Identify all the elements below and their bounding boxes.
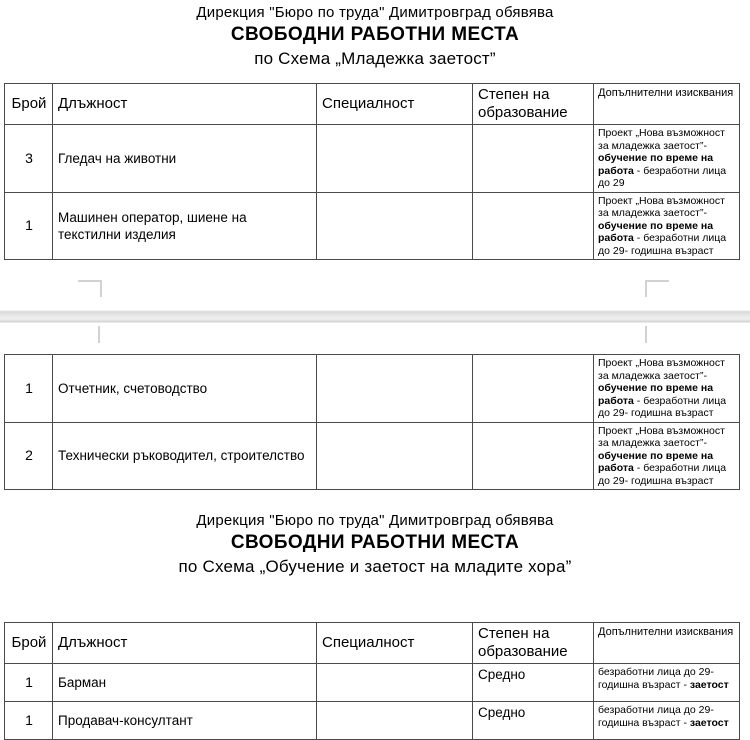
req-text-part: безработни лица до 29- [598,232,727,257]
req-text-part: годишна възраст - [598,678,690,691]
req-text-part: безработни лица до 29- [598,666,714,678]
value-requirements [594,355,739,422]
margin-corner-mark-top-left [78,280,102,297]
req-text-bold: по време на работа [598,382,714,407]
req-text-bold: по време на работа [598,219,714,244]
req-text-bold: заетост [689,678,729,691]
cell-education [473,355,594,423]
value-specialty [317,454,472,458]
cell-specialty [317,355,473,423]
header-label-education-line1: Степен на [478,625,550,642]
heading-1-line-1: Дирекция "Бюро по труда" Димитровград обявява [196,4,554,21]
cell-specialty [317,664,473,702]
table-row [5,422,740,490]
value-education [473,224,593,228]
header-label-count: Брой [11,634,47,651]
heading-1-line-3: по Схема „Младежка заетост” [254,49,496,68]
table-row [5,355,740,423]
req-text-part: Проект „Нова възможност за [598,357,725,382]
margin-corner-mark-bottom-right [645,326,647,343]
value-requirements [594,702,739,731]
header-label-specialty: Специалност [322,634,415,651]
value-count: 1 [25,217,33,234]
value-education [473,454,593,458]
margin-corner-mark-bottom-left [98,326,100,343]
vacancies-table-2 [4,354,740,490]
header-cell-position [53,84,317,125]
cell-count [5,422,53,490]
cell-position [53,125,317,193]
req-text-bold: обучение [598,152,648,164]
header-cell-requirements [594,623,740,664]
req-text-part: безработни лица до 29- [598,394,727,419]
req-text-part: Проект „Нова възможност за [598,127,725,152]
cell-specialty [317,192,473,260]
req-text-part: Проект „Нова възможност за [598,424,725,449]
cell-requirements [594,125,740,193]
value-education [473,386,593,390]
cell-count [5,702,53,740]
page-gap-band [0,310,750,323]
req-text-bold: по време на работа [598,152,714,177]
value-count: 1 [25,379,33,396]
header-cell-count [5,623,53,664]
header-label-education-line2: образование [478,104,568,121]
heading-1-line-2: СВОБОДНИ РАБОТНИ МЕСТА [230,24,520,45]
value-specialty [317,224,472,228]
cell-position [53,355,317,423]
value-position: Отчетник, счетоводство [58,380,208,396]
cell-position [53,664,317,702]
header-cell-requirements [594,84,740,125]
header-cell-count [5,84,53,125]
req-text-part: Проект „Нова възможност за [598,194,725,219]
header-label-position: Длъжност [58,634,128,651]
value-position: Барман [58,675,107,690]
table-row [5,192,740,260]
cell-requirements [594,702,740,740]
header-label-education-line1: Степен на [478,86,550,103]
vacancies-table-3 [4,622,740,740]
header-label-position: Длъжност [58,95,128,112]
value-specialty [317,386,472,390]
cell-education [473,422,594,490]
cell-requirements [594,422,740,490]
header-cell-specialty [317,623,473,664]
req-text-part: годишна възраст [630,407,714,419]
cell-specialty [317,422,473,490]
cell-requirements [594,355,740,423]
header-label-specialty: Специалност [322,95,415,112]
table-row [5,702,740,740]
value-count: 1 [25,674,33,690]
margin-corner-mark-top-right [645,280,669,297]
cell-requirements [594,664,740,702]
value-position: Машинен оператор, шиене на текстилни изделия [58,209,247,242]
req-text-part: безработни лица до 29- [598,462,727,487]
header-label-requirements: Допълнителни изисквания [598,626,734,638]
value-education [473,156,593,160]
value-specialty [317,156,472,160]
table-header-row [5,84,740,125]
value-position: Продавач-консултант [58,713,193,728]
value-count: 3 [25,149,33,166]
header-cell-specialty [317,84,473,125]
cell-education [473,664,594,702]
cell-specialty [317,125,473,193]
cell-education [473,125,594,193]
value-position: Технически ръководител, строителство [58,448,305,464]
heading-2-line-3: по Схема „Обучение и заетост на младите хора” [178,557,572,576]
table-row [5,664,740,702]
req-text-part: годишна възраст [630,244,714,257]
table-row [5,125,740,193]
cell-position [53,192,317,260]
cell-position [53,422,317,490]
header-cell-position [53,623,317,664]
req-text-part: младежка заетост”- [611,207,707,219]
req-text-bold: заетост [689,716,729,729]
cell-education [473,192,594,260]
table-header-row [5,623,740,664]
value-count: 1 [25,712,33,728]
heading-block-1 [0,0,750,70]
req-text-part: годишна възраст [630,474,714,487]
page-break-separator [0,260,750,360]
req-text-part: младежка заетост”- [611,139,707,152]
req-text-part: младежка заетост”- [611,437,707,449]
req-text-part: - [633,462,641,474]
cell-count [5,355,53,423]
value-education: Средно [478,705,526,720]
req-text-part: младежка заетост”- [611,369,707,382]
cell-count [5,192,53,260]
value-requirements [594,423,739,490]
heading-2-line-2: СВОБОДНИ РАБОТНИ МЕСТА [230,532,520,553]
value-specialty [317,719,472,723]
req-text-part: - [633,232,641,244]
req-text-bold: обучение [598,382,648,394]
value-education: Средно [478,667,526,682]
value-count: 2 [25,447,33,464]
header-label-requirements: Допълнителни изисквания [598,87,734,99]
cell-count [5,125,53,193]
req-text-part: безработни лица до 29 [598,164,727,189]
req-text-part: годишна възраст - [598,716,690,729]
req-text-part: безработни лица до 29- [598,704,714,716]
req-text-bold: обучение [598,449,648,462]
heading-2-line-1: Дирекция "Бюро по труда" Димитровград обявява [196,512,554,529]
cell-position [53,702,317,740]
req-text-part: - [633,164,641,177]
value-requirements [594,664,739,693]
value-requirements [594,125,739,192]
cell-count [5,664,53,702]
value-position: Гледач на животни [58,150,177,166]
header-label-count: Брой [11,95,47,112]
header-cell-education [473,84,594,125]
cell-requirements [594,192,740,260]
cell-specialty [317,702,473,740]
value-specialty [317,681,472,685]
req-text-bold: по време на работа [598,449,714,474]
header-cell-education [473,623,594,664]
value-requirements [594,193,739,260]
heading-block-2 [0,490,750,578]
cell-education [473,702,594,740]
vacancies-table-1 [4,83,740,260]
header-label-education-line2: образование [478,643,568,660]
req-text-part: - [633,394,641,407]
req-text-bold: обучение [598,219,648,232]
